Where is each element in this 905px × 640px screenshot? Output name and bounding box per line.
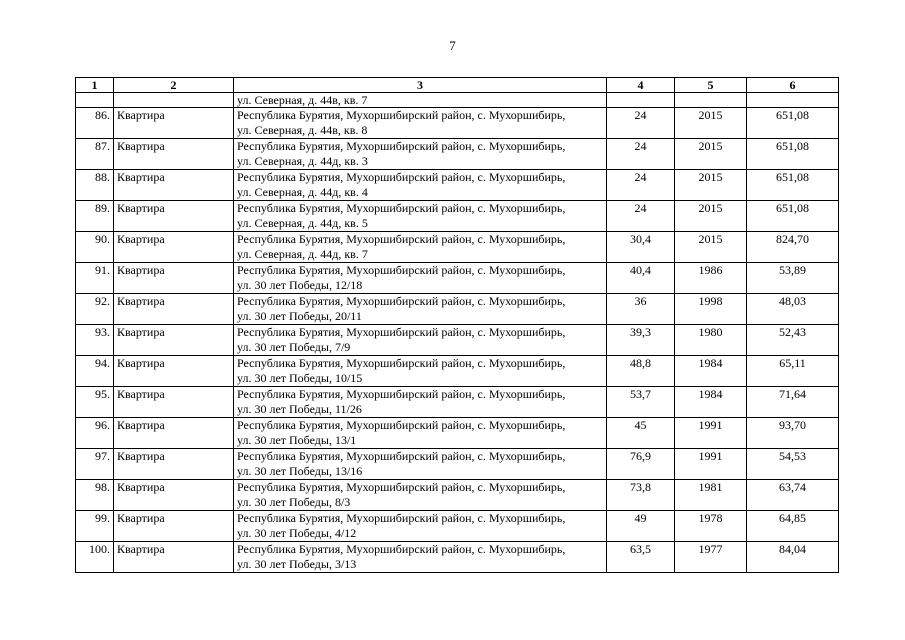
cell-type bbox=[114, 93, 234, 108]
cell-value: 93,70 bbox=[747, 418, 839, 449]
cell-year: 1981 bbox=[675, 480, 747, 511]
cell-area: 40,4 bbox=[607, 263, 675, 294]
cell-value: 48,03 bbox=[747, 294, 839, 325]
cell-type: Квартира bbox=[114, 449, 234, 480]
cell-number: 87. bbox=[76, 139, 114, 170]
cell-type: Квартира bbox=[114, 356, 234, 387]
cell-year: 1991 bbox=[675, 449, 747, 480]
cell-value bbox=[747, 93, 839, 108]
cell-area: 53,7 bbox=[607, 387, 675, 418]
cell-year: 1980 bbox=[675, 325, 747, 356]
cell-address bbox=[234, 387, 607, 418]
cell-area: 30,4 bbox=[607, 232, 675, 263]
cell-number: 91. bbox=[76, 263, 114, 294]
cell-address bbox=[234, 418, 607, 449]
cell-year: 1984 bbox=[675, 356, 747, 387]
cell-address bbox=[234, 325, 607, 356]
cell-type: Квартира bbox=[114, 542, 234, 573]
cell-area bbox=[607, 93, 675, 108]
table-row-continuation bbox=[76, 93, 839, 108]
cell-year: 2015 bbox=[675, 232, 747, 263]
cell-type: Квартира bbox=[114, 201, 234, 232]
address-line-1: Республика Бурятия, Мухоршибирский район, с. Мухоршибирь, bbox=[237, 139, 566, 153]
table-row bbox=[76, 418, 839, 449]
cell-value: 651,08 bbox=[747, 108, 839, 139]
address-line-2: ул. 30 лет Победы, 13/16 bbox=[237, 464, 363, 478]
property-table bbox=[75, 77, 839, 573]
cell-number: 97. bbox=[76, 449, 114, 480]
cell-address bbox=[234, 201, 607, 232]
cell-value: 84,04 bbox=[747, 542, 839, 573]
address-line-2: ул. 30 лет Победы, 4/12 bbox=[237, 526, 357, 540]
address-line-1: Республика Бурятия, Мухоршибирский район, с. Мухоршибирь, bbox=[237, 387, 566, 401]
cell-area: 24 bbox=[607, 170, 675, 201]
address-line-2: ул. Северная, д. 44в, кв. 8 bbox=[237, 123, 368, 137]
cell-number: 94. bbox=[76, 356, 114, 387]
table-row bbox=[76, 542, 839, 573]
column-header-number: 1 bbox=[76, 78, 114, 93]
cell-area: 45 bbox=[607, 418, 675, 449]
cell-year bbox=[675, 93, 747, 108]
cell-address bbox=[234, 542, 607, 573]
cell-year: 1977 bbox=[675, 542, 747, 573]
cell-number: 93. bbox=[76, 325, 114, 356]
address-line-2: ул. 30 лет Победы, 10/15 bbox=[237, 371, 363, 385]
address-line-1: Республика Бурятия, Мухоршибирский район, с. Мухоршибирь, bbox=[237, 263, 566, 277]
table-row bbox=[76, 170, 839, 201]
cell-type: Квартира bbox=[114, 387, 234, 418]
table-row bbox=[76, 232, 839, 263]
cell-number: 92. bbox=[76, 294, 114, 325]
cell-area: 76,9 bbox=[607, 449, 675, 480]
cell-area: 24 bbox=[607, 139, 675, 170]
table-row bbox=[76, 139, 839, 170]
address-line-1: Республика Бурятия, Мухоршибирский район, с. Мухоршибирь, bbox=[237, 325, 566, 339]
cell-year: 2015 bbox=[675, 201, 747, 232]
cell-type: Квартира bbox=[114, 294, 234, 325]
table-row bbox=[76, 449, 839, 480]
cell-type: Квартира bbox=[114, 170, 234, 201]
cell-year: 1984 bbox=[675, 387, 747, 418]
cell-value: 63,74 bbox=[747, 480, 839, 511]
cell-number: 89. bbox=[76, 201, 114, 232]
table-row bbox=[76, 201, 839, 232]
cell-area: 73,8 bbox=[607, 480, 675, 511]
cell-type: Квартира bbox=[114, 511, 234, 542]
address-line-2: ул. 30 лет Победы, 8/3 bbox=[237, 495, 351, 509]
cell-number bbox=[76, 93, 114, 108]
address-line-1: Республика Бурятия, Мухоршибирский район, с. Мухоршибирь, bbox=[237, 232, 566, 246]
table-row bbox=[76, 294, 839, 325]
cell-area: 63,5 bbox=[607, 542, 675, 573]
cell-value: 651,08 bbox=[747, 139, 839, 170]
address-line-2: ул. 30 лет Победы, 11/26 bbox=[237, 402, 362, 416]
address-line-1: Республика Бурятия, Мухоршибирский район, с. Мухоршибирь, bbox=[237, 356, 566, 370]
cell-year: 2015 bbox=[675, 139, 747, 170]
cell-value: 64,85 bbox=[747, 511, 839, 542]
address-line-1: Республика Бурятия, Мухоршибирский район, с. Мухоршибирь, bbox=[237, 170, 566, 184]
cell-address bbox=[234, 449, 607, 480]
column-header-value: 6 bbox=[747, 78, 839, 93]
table-row bbox=[76, 387, 839, 418]
address-line-1: Республика Бурятия, Мухоршибирский район, с. Мухоршибирь, bbox=[237, 418, 566, 432]
cell-type: Квартира bbox=[114, 108, 234, 139]
cell-type: Квартира bbox=[114, 325, 234, 356]
address-line-2: ул. Северная, д. 44д, кв. 4 bbox=[237, 185, 368, 199]
column-header-year: 5 bbox=[675, 78, 747, 93]
column-header-area: 4 bbox=[607, 78, 675, 93]
address-line-1: Республика Бурятия, Мухоршибирский район, с. Мухоршибирь, bbox=[237, 294, 566, 308]
cell-address bbox=[234, 108, 607, 139]
cell-address bbox=[234, 511, 607, 542]
cell-address bbox=[234, 356, 607, 387]
table-row bbox=[76, 480, 839, 511]
address-line-2: ул. 30 лет Победы, 20/11 bbox=[237, 309, 362, 323]
table-row bbox=[76, 356, 839, 387]
column-header-type: 2 bbox=[114, 78, 234, 93]
address-line-2: ул. Северная, д. 44д, кв. 7 bbox=[237, 247, 368, 261]
cell-year: 1991 bbox=[675, 418, 747, 449]
cell-type: Квартира bbox=[114, 263, 234, 294]
cell-year: 1998 bbox=[675, 294, 747, 325]
cell-area: 24 bbox=[607, 201, 675, 232]
address-line-2: ул. Северная, д. 44д, кв. 5 bbox=[237, 216, 368, 230]
address-line-2: ул. 30 лет Победы, 3/13 bbox=[237, 557, 357, 571]
cell-type: Квартира bbox=[114, 418, 234, 449]
cell-number: 99. bbox=[76, 511, 114, 542]
cell-address bbox=[234, 232, 607, 263]
cell-address bbox=[234, 139, 607, 170]
table-row bbox=[76, 325, 839, 356]
cell-area: 49 bbox=[607, 511, 675, 542]
cell-address: ул. Северная, д. 44в, кв. 7 bbox=[234, 93, 607, 108]
address-line-1: Республика Бурятия, Мухоршибирский район, с. Мухоршибирь, bbox=[237, 511, 566, 525]
address-line-1: Республика Бурятия, Мухоршибирский район, с. Мухоршибирь, bbox=[237, 480, 566, 494]
address-line-1: Республика Бурятия, Мухоршибирский район, с. Мухоршибирь, bbox=[237, 108, 566, 122]
cell-number: 90. bbox=[76, 232, 114, 263]
cell-area: 24 bbox=[607, 108, 675, 139]
address-line-1: Республика Бурятия, Мухоршибирский район, с. Мухоршибирь, bbox=[237, 449, 566, 463]
cell-address bbox=[234, 480, 607, 511]
page-number: 7 bbox=[449, 38, 456, 53]
cell-number: 88. bbox=[76, 170, 114, 201]
table-row bbox=[76, 263, 839, 294]
cell-value: 824,70 bbox=[747, 232, 839, 263]
table-header-row bbox=[76, 78, 839, 93]
cell-type: Квартира bbox=[114, 139, 234, 170]
cell-number: 86. bbox=[76, 108, 114, 139]
cell-value: 651,08 bbox=[747, 201, 839, 232]
cell-value: 54,53 bbox=[747, 449, 839, 480]
cell-number: 95. bbox=[76, 387, 114, 418]
cell-year: 2015 bbox=[675, 108, 747, 139]
address-line-2: ул. Северная, д. 44д, кв. 3 bbox=[237, 154, 368, 168]
address-line-1: Республика Бурятия, Мухоршибирский район, с. Мухоршибирь, bbox=[237, 542, 566, 556]
cell-area: 48,8 bbox=[607, 356, 675, 387]
cell-type: Квартира bbox=[114, 232, 234, 263]
address-line-1: Республика Бурятия, Мухоршибирский район, с. Мухоршибирь, bbox=[237, 201, 566, 215]
table-row bbox=[76, 511, 839, 542]
cell-value: 53,89 bbox=[747, 263, 839, 294]
cell-address bbox=[234, 263, 607, 294]
cell-number: 98. bbox=[76, 480, 114, 511]
cell-year: 2015 bbox=[675, 170, 747, 201]
cell-year: 1978 bbox=[675, 511, 747, 542]
cell-area: 39,3 bbox=[607, 325, 675, 356]
cell-number: 96. bbox=[76, 418, 114, 449]
address-line-2: ул. 30 лет Победы, 12/18 bbox=[237, 278, 363, 292]
column-header-address: 3 bbox=[234, 78, 607, 93]
cell-type: Квартира bbox=[114, 480, 234, 511]
cell-area: 36 bbox=[607, 294, 675, 325]
cell-number: 100. bbox=[76, 542, 114, 573]
cell-value: 65,11 bbox=[747, 356, 839, 387]
table-row bbox=[76, 108, 839, 139]
cell-address bbox=[234, 170, 607, 201]
cell-year: 1986 bbox=[675, 263, 747, 294]
cell-address bbox=[234, 294, 607, 325]
cell-value: 71,64 bbox=[747, 387, 839, 418]
cell-value: 52,43 bbox=[747, 325, 839, 356]
cell-value: 651,08 bbox=[747, 170, 839, 201]
address-line-2: ул. 30 лет Победы, 13/1 bbox=[237, 433, 357, 447]
address-line-2: ул. 30 лет Победы, 7/9 bbox=[237, 340, 351, 354]
